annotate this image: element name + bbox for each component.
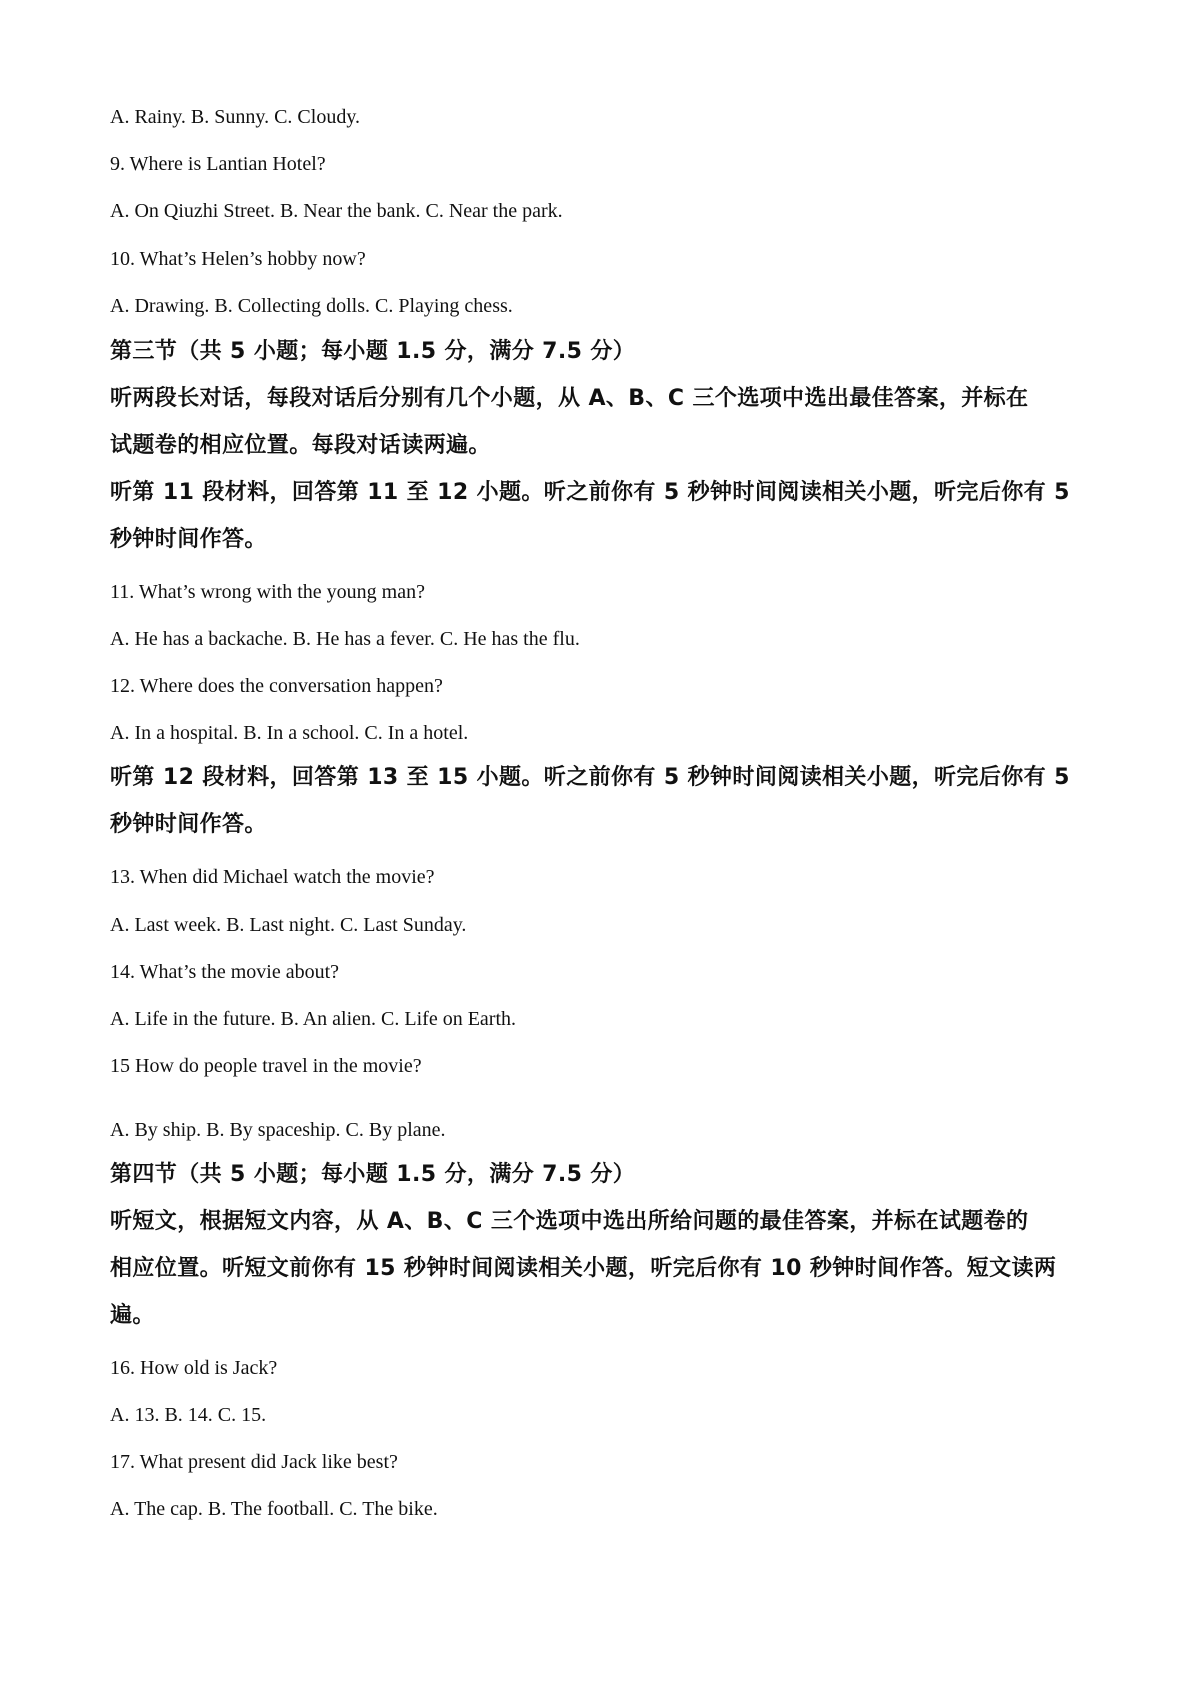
q14-options: A. Life in the future. B. An alien. C. Life on Earth. — [110, 1008, 517, 1030]
material-11-instructions-line2: 秒钟时间作答。 — [110, 527, 267, 552]
section-3-instructions-line2: 试题卷的相应位置。每段对话读两遍。 — [110, 433, 491, 458]
q10-options: A. Drawing. B. Collecting dolls. C. Playing chess. — [110, 295, 513, 317]
q10-question: 10. What’s Helen’s hobby now? — [110, 248, 366, 270]
q16-options: A. 13. B. 14. C. 15. — [110, 1404, 267, 1426]
q9-question: 9. Where is Lantian Hotel? — [110, 153, 326, 175]
q12-question: 12. Where does the conversation happen? — [110, 675, 443, 697]
q15-options: A. By ship. B. By spaceship. C. By plane. — [110, 1119, 446, 1141]
q15-question: 15 How do people travel in the movie? — [110, 1055, 422, 1077]
q11-options: A. He has a backache. B. He has a fever. C. He has the flu. — [110, 628, 580, 650]
section-4-instructions-line3: 遍。 — [110, 1303, 155, 1328]
section-3-instructions-line1: 听两段长对话，每段对话后分别有几个小题，从 A、B、C 三个选项中选出最佳答案，并标在 — [110, 386, 1029, 411]
q8-options: A. Rainy. B. Sunny. C. Cloudy. — [110, 106, 361, 128]
q17-question: 17. What present did Jack like best? — [110, 1451, 398, 1473]
q16-question: 16. How old is Jack? — [110, 1357, 278, 1379]
q9-options: A. On Qiuzhi Street. B. Near the bank. C. Near the park. — [110, 200, 563, 222]
q13-options: A. Last week. B. Last night. C. Last Sunday. — [110, 914, 467, 936]
q13-question: 13. When did Michael watch the movie? — [110, 866, 435, 888]
section-4-instructions-line1: 听短文，根据短文内容，从 A、B、C 三个选项中选出所给问题的最佳答案，并标在试题卷的 — [110, 1209, 1029, 1234]
section-4-instructions-line2: 相应位置。听短文前你有 15 秒钟时间阅读相关小题，听完后你有 10 秒钟时间作答。短文读两 — [110, 1256, 1057, 1281]
q11-question: 11. What’s wrong with the young man? — [110, 581, 425, 603]
section-3-heading: 第三节（共 5 小题；每小题 1.5 分，满分 7.5 分） — [110, 339, 636, 364]
material-12-instructions-line1: 听第 12 段材料，回答第 13 至 15 小题。听之前你有 5 秒钟时间阅读相关小题，听完后你有 5 — [110, 765, 1070, 790]
material-12-instructions-line2: 秒钟时间作答。 — [110, 812, 267, 837]
q14-question: 14. What’s the movie about? — [110, 961, 340, 983]
q17-options: A. The cap. B. The football. C. The bike. — [110, 1498, 438, 1520]
section-4-heading: 第四节（共 5 小题；每小题 1.5 分，满分 7.5 分） — [110, 1162, 636, 1187]
material-11-instructions-line1: 听第 11 段材料，回答第 11 至 12 小题。听之前你有 5 秒钟时间阅读相关小题，听完后你有 5 — [110, 480, 1070, 505]
q12-options: A. In a hospital. B. In a school. C. In a hotel. — [110, 722, 469, 744]
